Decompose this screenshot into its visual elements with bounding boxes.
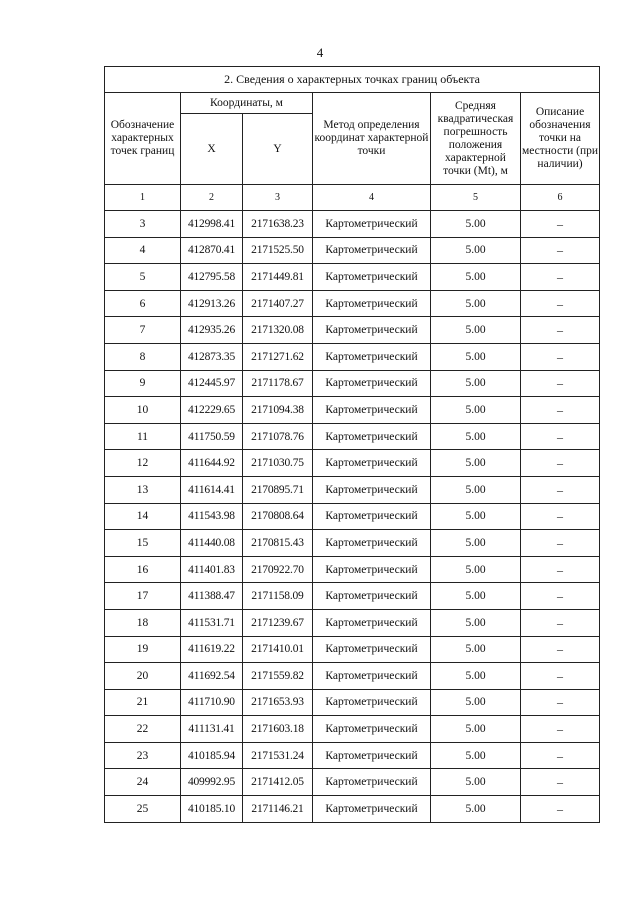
method-cell: Картометрический: [313, 370, 431, 397]
point-number: 21: [105, 689, 181, 716]
column-number: 1: [105, 185, 181, 211]
point-number: 24: [105, 769, 181, 796]
coordinate-x: 411692.54: [181, 663, 243, 690]
table-row: [105, 742, 600, 769]
method-cell: Картометрический: [313, 503, 431, 530]
table-row: [105, 264, 600, 291]
column-number: 2: [181, 185, 243, 211]
table-row: [105, 583, 600, 610]
table-row: [105, 689, 600, 716]
description-cell: –: [521, 689, 600, 716]
table-row: [105, 397, 600, 424]
coordinate-y: 2170922.70: [243, 556, 313, 583]
table-row: [105, 211, 600, 238]
header-description: Описание обозначения точки на местности (при наличии): [521, 93, 600, 185]
method-cell: Картометрический: [313, 583, 431, 610]
coordinate-y: 2171320.08: [243, 317, 313, 344]
coordinate-y: 2171531.24: [243, 742, 313, 769]
error-value: 5.00: [431, 290, 521, 317]
method-cell: Картометрический: [313, 663, 431, 690]
table-row: [105, 796, 600, 823]
error-value: 5.00: [431, 264, 521, 291]
error-value: 5.00: [431, 796, 521, 823]
coordinate-x: 412445.97: [181, 370, 243, 397]
table-row: [105, 317, 600, 344]
coordinate-y: 2171239.67: [243, 609, 313, 636]
point-number: 8: [105, 343, 181, 370]
point-number: 12: [105, 450, 181, 477]
column-number-row: [105, 185, 600, 211]
point-number: 9: [105, 370, 181, 397]
method-cell: Картометрический: [313, 796, 431, 823]
header-row: [105, 93, 600, 114]
table-row: [105, 343, 600, 370]
method-cell: Картометрический: [313, 317, 431, 344]
point-number: 7: [105, 317, 181, 344]
description-cell: –: [521, 663, 600, 690]
coordinate-y: 2171559.82: [243, 663, 313, 690]
boundary-points-table: [104, 66, 600, 823]
column-number: 3: [243, 185, 313, 211]
point-number: 5: [105, 264, 181, 291]
error-value: 5.00: [431, 556, 521, 583]
method-cell: Картометрический: [313, 636, 431, 663]
point-number: 16: [105, 556, 181, 583]
coordinate-x: 412935.26: [181, 317, 243, 344]
method-cell: Картометрический: [313, 609, 431, 636]
column-number: 4: [313, 185, 431, 211]
coordinate-y: 2171638.23: [243, 211, 313, 238]
method-cell: Картометрический: [313, 689, 431, 716]
coordinate-y: 2171158.09: [243, 583, 313, 610]
error-value: 5.00: [431, 211, 521, 238]
description-cell: –: [521, 370, 600, 397]
coordinate-y: 2170808.64: [243, 503, 313, 530]
point-number: 18: [105, 609, 181, 636]
coordinate-y: 2171094.38: [243, 397, 313, 424]
header-coordinates: Координаты, м: [181, 93, 313, 114]
error-value: 5.00: [431, 476, 521, 503]
point-number: 22: [105, 716, 181, 743]
coordinate-y: 2171271.62: [243, 343, 313, 370]
coordinate-y: 2171449.81: [243, 264, 313, 291]
section-title-row: [105, 67, 600, 93]
method-cell: Картометрический: [313, 290, 431, 317]
description-cell: –: [521, 343, 600, 370]
coordinate-x: 412870.41: [181, 237, 243, 264]
table-row: [105, 423, 600, 450]
table-row: [105, 636, 600, 663]
error-value: 5.00: [431, 370, 521, 397]
method-cell: Картометрический: [313, 716, 431, 743]
table-row: [105, 370, 600, 397]
coordinate-y: 2171410.01: [243, 636, 313, 663]
error-value: 5.00: [431, 397, 521, 424]
error-value: 5.00: [431, 530, 521, 557]
point-number: 11: [105, 423, 181, 450]
point-number: 23: [105, 742, 181, 769]
method-cell: Картометрический: [313, 397, 431, 424]
error-value: 5.00: [431, 583, 521, 610]
error-value: 5.00: [431, 343, 521, 370]
point-number: 19: [105, 636, 181, 663]
description-cell: –: [521, 397, 600, 424]
point-number: 15: [105, 530, 181, 557]
coordinate-y: 2171078.76: [243, 423, 313, 450]
error-value: 5.00: [431, 317, 521, 344]
description-cell: –: [521, 769, 600, 796]
coordinate-x: 411543.98: [181, 503, 243, 530]
coordinate-x: 412913.26: [181, 290, 243, 317]
header-mean-square-error: Средняя квадратическая погрешность положения характерной точки (Mt), м: [431, 93, 521, 185]
point-number: 25: [105, 796, 181, 823]
coordinate-y: 2171407.27: [243, 290, 313, 317]
coordinate-y: 2171603.18: [243, 716, 313, 743]
error-value: 5.00: [431, 769, 521, 796]
description-cell: –: [521, 264, 600, 291]
description-cell: –: [521, 476, 600, 503]
description-cell: –: [521, 716, 600, 743]
error-value: 5.00: [431, 716, 521, 743]
description-cell: –: [521, 450, 600, 477]
coordinate-x: 412873.35: [181, 343, 243, 370]
description-cell: –: [521, 290, 600, 317]
table-row: [105, 716, 600, 743]
error-value: 5.00: [431, 503, 521, 530]
page-number: 4: [316, 45, 324, 60]
method-cell: Картометрический: [313, 556, 431, 583]
error-value: 5.00: [431, 689, 521, 716]
method-cell: Картометрический: [313, 530, 431, 557]
header-point-designation: Обозначение характерных точек границ: [105, 93, 181, 185]
description-cell: –: [521, 423, 600, 450]
table-row: [105, 556, 600, 583]
error-value: 5.00: [431, 450, 521, 477]
coordinate-x: 412795.58: [181, 264, 243, 291]
method-cell: Картометрический: [313, 450, 431, 477]
error-value: 5.00: [431, 237, 521, 264]
coordinate-x: 410185.94: [181, 742, 243, 769]
point-number: 17: [105, 583, 181, 610]
point-number: 3: [105, 211, 181, 238]
table-row: [105, 237, 600, 264]
description-cell: –: [521, 211, 600, 238]
coordinate-x: 411531.71: [181, 609, 243, 636]
coordinate-x: 411710.90: [181, 689, 243, 716]
description-cell: –: [521, 237, 600, 264]
description-cell: –: [521, 530, 600, 557]
method-cell: Картометрический: [313, 742, 431, 769]
coordinate-x: 411614.41: [181, 476, 243, 503]
coordinate-y: 2171653.93: [243, 689, 313, 716]
coordinate-y: 2170895.71: [243, 476, 313, 503]
table-row: [105, 290, 600, 317]
coordinate-y: 2171412.05: [243, 769, 313, 796]
table-body: [105, 211, 600, 823]
table-row: [105, 769, 600, 796]
coordinate-x: 411619.22: [181, 636, 243, 663]
error-value: 5.00: [431, 636, 521, 663]
table-row: [105, 450, 600, 477]
header-method: Метод определения координат характерной точки: [313, 93, 431, 185]
table-row: [105, 476, 600, 503]
method-cell: Картометрический: [313, 423, 431, 450]
coordinate-y: 2171030.75: [243, 450, 313, 477]
method-cell: Картометрический: [313, 237, 431, 264]
coordinate-y: 2171525.50: [243, 237, 313, 264]
header-x: X: [181, 114, 243, 185]
error-value: 5.00: [431, 663, 521, 690]
coordinate-x: 412229.65: [181, 397, 243, 424]
table-row: [105, 663, 600, 690]
description-cell: –: [521, 609, 600, 636]
method-cell: Картометрический: [313, 264, 431, 291]
coordinate-x: 411388.47: [181, 583, 243, 610]
method-cell: Картометрический: [313, 343, 431, 370]
point-number: 10: [105, 397, 181, 424]
description-cell: –: [521, 742, 600, 769]
description-cell: –: [521, 317, 600, 344]
table-row: [105, 503, 600, 530]
point-number: 20: [105, 663, 181, 690]
section-title: 2. Сведения о характерных точках границ объекта: [105, 67, 600, 93]
point-number: 4: [105, 237, 181, 264]
description-cell: –: [521, 556, 600, 583]
error-value: 5.00: [431, 742, 521, 769]
description-cell: –: [521, 636, 600, 663]
column-number: 5: [431, 185, 521, 211]
error-value: 5.00: [431, 423, 521, 450]
coordinate-x: 410185.10: [181, 796, 243, 823]
coordinate-x: 411401.83: [181, 556, 243, 583]
header-y: Y: [243, 114, 313, 185]
description-cell: –: [521, 583, 600, 610]
description-cell: –: [521, 796, 600, 823]
coordinate-y: 2170815.43: [243, 530, 313, 557]
column-number: 6: [521, 185, 600, 211]
coordinate-x: 412998.41: [181, 211, 243, 238]
point-number: 13: [105, 476, 181, 503]
method-cell: Картометрический: [313, 769, 431, 796]
coordinate-x: 409992.95: [181, 769, 243, 796]
error-value: 5.00: [431, 609, 521, 636]
table-row: [105, 609, 600, 636]
method-cell: Картометрический: [313, 476, 431, 503]
coordinate-x: 411750.59: [181, 423, 243, 450]
method-cell: Картометрический: [313, 211, 431, 238]
coordinate-x: 411440.08: [181, 530, 243, 557]
point-number: 14: [105, 503, 181, 530]
coordinate-x: 411131.41: [181, 716, 243, 743]
coordinate-y: 2171178.67: [243, 370, 313, 397]
description-cell: –: [521, 503, 600, 530]
coordinate-x: 411644.92: [181, 450, 243, 477]
coordinate-y: 2171146.21: [243, 796, 313, 823]
point-number: 6: [105, 290, 181, 317]
table-row: [105, 530, 600, 557]
